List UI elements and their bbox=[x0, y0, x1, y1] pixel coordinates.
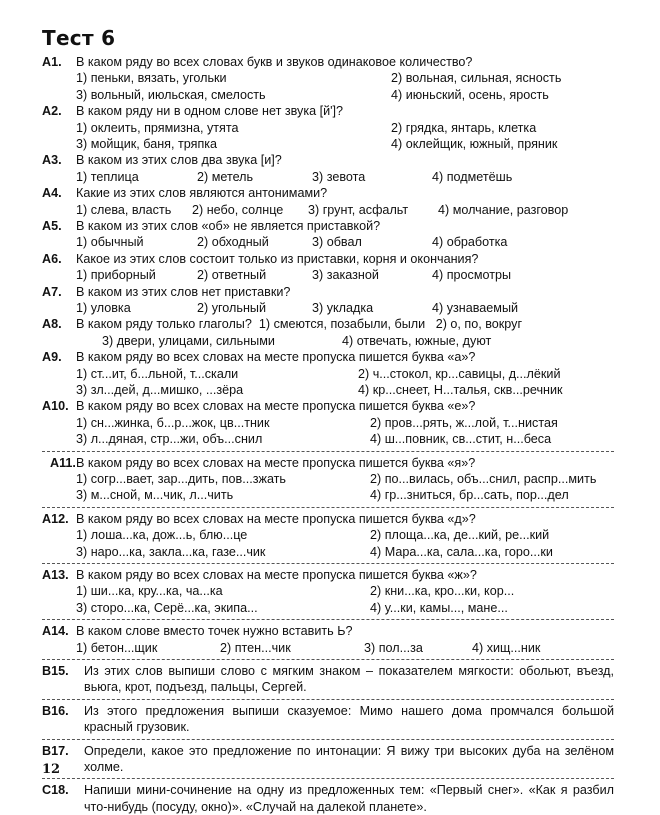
question-text: В каком слове вместо точек нужно вставить Ь? bbox=[76, 624, 353, 639]
answer-option: 4) оклейщик, южный, пряник bbox=[391, 136, 558, 151]
question-number: А1. bbox=[42, 55, 62, 69]
answer-option: 2) ч...стокол, кр...савицы, д...лёкий bbox=[358, 366, 561, 381]
question-number: А9. bbox=[42, 350, 62, 365]
answer-option: 1) оклеить, прямизна, утята bbox=[76, 120, 239, 135]
answer-option: 1) приборный bbox=[76, 268, 156, 283]
answer-option: 1) ши...ка, кру...ка, ча...ка bbox=[76, 584, 223, 599]
answer-option: 3) л...дяная, стр...жи, объ...снил bbox=[76, 432, 263, 447]
answer-option: 2) обходный bbox=[197, 235, 269, 250]
question-a14 bbox=[42, 623, 614, 656]
question-text: Определи, какое это предложение по интонации: Я вижу три высоких дуба на зелёном холме. bbox=[84, 743, 614, 774]
answer-option: 1) слева, власть bbox=[76, 202, 172, 217]
question-number: А6. bbox=[42, 251, 62, 266]
answer-option: 3) зевота bbox=[312, 169, 366, 184]
answer-option: 2) угольный bbox=[197, 300, 266, 315]
question-text: В каком ряду во всех словах на месте пропуска пишется буква «а»? bbox=[76, 350, 476, 365]
question-b16 bbox=[42, 703, 614, 736]
question-a8 bbox=[42, 316, 614, 349]
question-text: Из этого предложения выпиши сказуемое: Мимо нашего дома промчался большой красный грузовик. bbox=[84, 703, 614, 735]
question-b17 bbox=[42, 743, 614, 776]
answer-option: 2) грядка, янтарь, клетка bbox=[391, 120, 537, 135]
question-text: В каком ряду ни в одном слове нет звука [й']? bbox=[76, 104, 344, 119]
answer-option: 4) Мара...ка, сала...ка, горо...ки bbox=[370, 544, 553, 559]
question-a11 bbox=[42, 455, 614, 504]
question-a12 bbox=[42, 511, 614, 560]
answer-option: 2) площа...ка, де...кий, ре...кий bbox=[370, 528, 550, 543]
question-number: В15. bbox=[42, 663, 69, 678]
answer-option: 4) молчание, разговор bbox=[438, 202, 569, 217]
dashed-divider bbox=[42, 659, 614, 660]
answer-option: 3) пол...за bbox=[364, 640, 423, 655]
answer-option: 1) бетон...щик bbox=[76, 640, 158, 655]
question-text: Напиши мини-сочинение на одну из предложенных тем: «Первый снег». «Как я разбил что-нибудь (посуду, окно)». «Случай на далекой планете». bbox=[84, 783, 614, 814]
question-text: В каком ряду во всех словах на месте пропуска пишется буква «е»? bbox=[76, 399, 476, 414]
question-number: А12. bbox=[42, 511, 69, 526]
question-b15 bbox=[42, 663, 614, 696]
question-number: А13. bbox=[42, 567, 69, 582]
answer-option: 3) грунт, асфальт bbox=[308, 202, 409, 217]
answer-option: 2) ответный bbox=[197, 268, 267, 283]
question-number: А8. bbox=[42, 317, 62, 332]
dashed-divider bbox=[42, 739, 614, 740]
question-number: А7. bbox=[42, 284, 62, 299]
answer-option: 4) кр...снеет, Н...талья, скв...речник bbox=[358, 382, 563, 397]
question-text: Из этих слов выпиши слово с мягким знаком – показателем мягкости: обольют, въезд, вьюга, крот, подъезд, пальцы, Сергей. bbox=[84, 663, 614, 695]
question-a2 bbox=[42, 103, 614, 152]
question-number: С18. bbox=[42, 783, 69, 798]
question-text: Какие из этих слов являются антонимами? bbox=[76, 186, 328, 201]
question-a7 bbox=[42, 284, 614, 317]
question-a6 bbox=[42, 251, 614, 284]
answer-option: 1) лоша...ка, дож...ь, блю...це bbox=[76, 528, 248, 543]
question-number: А11. bbox=[50, 455, 76, 470]
answer-option: 3) обвал bbox=[312, 235, 362, 250]
answer-option: 1) сн...жинка, б...р...жок, цв...тник bbox=[76, 415, 270, 430]
answer-option: 4) просмотры bbox=[432, 268, 512, 283]
answer-option: 4) ш...повник, св...стит, н...беса bbox=[370, 432, 552, 447]
question-number: В17. bbox=[42, 743, 69, 758]
answer-option: 2) кни...ка, кро...ки, кор... bbox=[370, 584, 515, 599]
answer-option: 4) гр...зниться, бр...сать, пор...дел bbox=[370, 488, 569, 503]
question-text: В каком ряду во всех словах на месте пропуска пишется буква «я»? bbox=[76, 455, 476, 470]
answer-option: 1) ст...ит, б...льной, т...скали bbox=[76, 366, 239, 381]
answer-option: 2) по...вилась, объ...снил, распр...мить bbox=[370, 471, 597, 486]
answer-option: 3) двери, улицами, сильными bbox=[102, 333, 275, 348]
part-b bbox=[42, 663, 614, 815]
answer-option: 1) уловка bbox=[76, 300, 131, 315]
page-number: 12 bbox=[42, 762, 61, 777]
question-a13 bbox=[42, 567, 614, 616]
answer-option: 3) наро...ка, закла...ка, газе...чик bbox=[76, 544, 266, 559]
question-text: В каком ряду во всех словах букв и звуков одинаковое количество? bbox=[76, 55, 473, 69]
dashed-divider bbox=[42, 699, 614, 700]
question-a1 bbox=[42, 54, 614, 103]
answer-option: 4) июньский, осень, ярость bbox=[391, 87, 549, 102]
answer-option: 1) смеются, позабыли, были bbox=[258, 317, 426, 332]
question-a10 bbox=[42, 398, 614, 447]
answer-option: 3) вольный, июльская, смелость bbox=[76, 87, 266, 102]
answer-option: 2) пров...рять, ж...лой, т...нистая bbox=[370, 415, 558, 430]
answer-option: 3) мойщик, баня, тряпка bbox=[76, 136, 218, 151]
question-number: А10. bbox=[42, 399, 69, 414]
answer-option: 1) пеньки, вязать, угольки bbox=[76, 71, 227, 86]
test-title: Тест 6 bbox=[42, 26, 116, 50]
question-number: А14. bbox=[42, 624, 69, 639]
answer-option: 1) согр...вает, зар...дить, пов...зжать bbox=[76, 471, 286, 486]
question-text: В каком ряду во всех словах на месте пропуска пишется буква «д»? bbox=[76, 511, 476, 526]
answer-option: 3) сторо...ка, Серё...ка, экипа... bbox=[76, 600, 258, 615]
question-number: А3. bbox=[42, 153, 62, 168]
question-c18 bbox=[42, 782, 614, 815]
answer-option: 3) м...сной, м...чик, л...чить bbox=[76, 488, 234, 503]
question-text: В каком из этих слов нет приставки? bbox=[76, 284, 291, 299]
question-a3 bbox=[42, 152, 614, 185]
test-content bbox=[42, 54, 614, 815]
question-number: А5. bbox=[42, 218, 62, 233]
answer-option: 3) заказной bbox=[312, 268, 379, 283]
question-text: В каком из этих слов два звука [и]? bbox=[76, 153, 282, 168]
question-a4 bbox=[42, 185, 614, 218]
dashed-divider bbox=[42, 507, 614, 508]
question-text: В каком ряду только глаголы? bbox=[76, 317, 252, 332]
answer-option: 2) птен...чик bbox=[220, 640, 291, 655]
question-a5 bbox=[42, 218, 614, 251]
answer-option: 4) отвечать, южные, дуют bbox=[342, 333, 492, 348]
answer-option: 3) зл...дей, д...мишко, ...зёра bbox=[76, 382, 244, 397]
answer-option: 2) о, по, вокруг bbox=[435, 317, 523, 332]
answer-option: 4) хищ...ник bbox=[472, 640, 541, 655]
question-text: В каком из этих слов «об» не является приставкой? bbox=[76, 218, 381, 233]
question-text: Какое из этих слов состоит только из приставки, корня и окончания? bbox=[76, 251, 479, 266]
question-a9 bbox=[42, 349, 614, 398]
answer-option: 4) обработка bbox=[432, 235, 508, 250]
answer-option: 1) обычный bbox=[76, 235, 144, 250]
answer-option: 1) теплица bbox=[76, 169, 139, 184]
answer-option: 4) у...ки, камы..., мане... bbox=[370, 600, 508, 615]
answer-option: 2) метель bbox=[197, 169, 254, 184]
question-number: В16. bbox=[42, 703, 69, 718]
dashed-divider bbox=[42, 619, 614, 620]
dashed-divider bbox=[42, 563, 614, 564]
question-number: А2. bbox=[42, 104, 62, 119]
answer-option: 3) укладка bbox=[312, 300, 374, 315]
answer-option: 4) узнаваемый bbox=[432, 300, 519, 315]
dashed-divider bbox=[42, 451, 614, 452]
answer-option: 2) вольная, сильная, ясность bbox=[391, 71, 562, 86]
question-text: В каком ряду во всех словах на месте пропуска пишется буква «ж»? bbox=[76, 567, 477, 582]
answer-option: 4) подметёшь bbox=[432, 169, 513, 184]
question-number: А4. bbox=[42, 186, 62, 201]
answer-option: 2) небо, солнце bbox=[192, 202, 284, 217]
dashed-divider bbox=[42, 778, 614, 779]
